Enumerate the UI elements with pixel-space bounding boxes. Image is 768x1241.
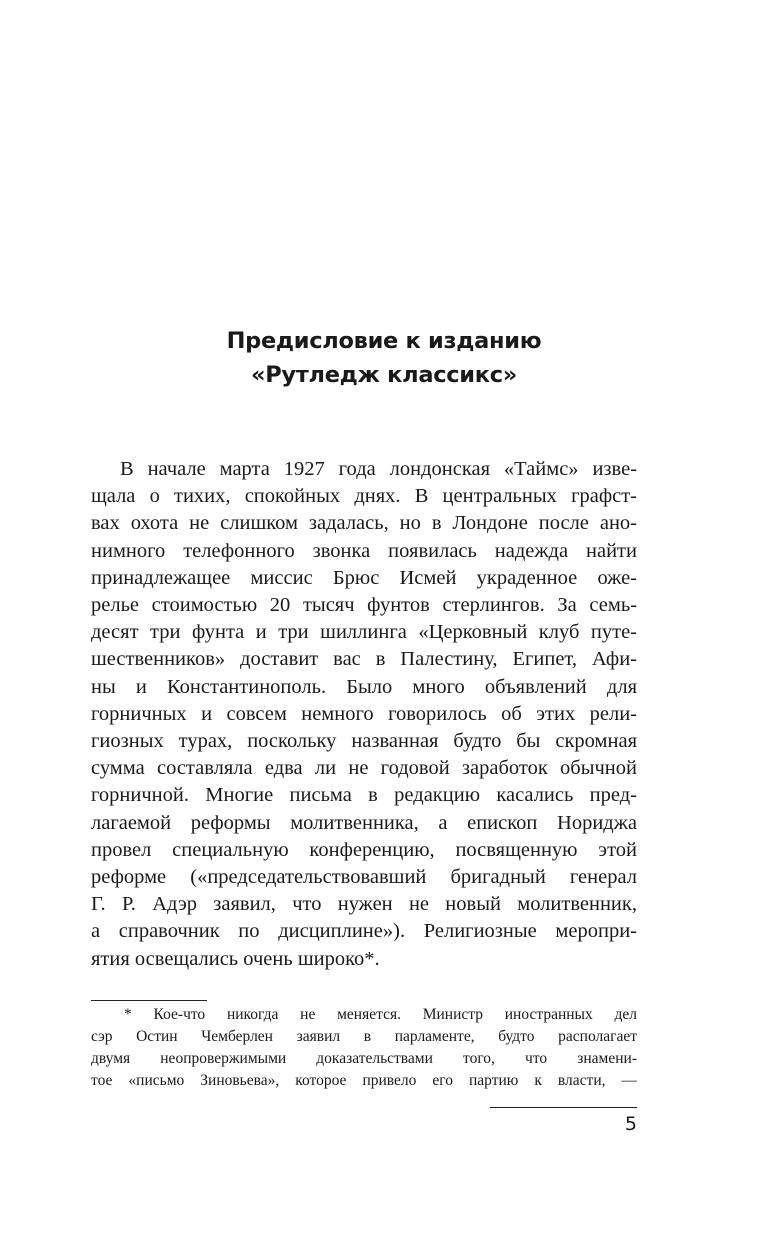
body-line: нимного телефонного звонка появилась надежда найти	[91, 539, 637, 562]
body-line: реформе («председательствовавший бригадный генерал	[91, 866, 637, 889]
body-line: а справочник по дисциплине»). Религиозные меропри-	[91, 920, 637, 943]
chapter-heading	[0, 324, 768, 392]
body-line: принадлежащее миссис Брюс Исмей украденное оже-	[91, 566, 637, 589]
body-line: горничных и совсем немного говорилось об этих рели-	[91, 702, 637, 725]
body-line: релье стоимостью 20 тысяч фунтов стерлингов. За семь-	[91, 594, 637, 617]
footnote-divider	[91, 1000, 207, 1001]
body-line: гиозных турах, поскольку названная будто бы скромная	[91, 730, 637, 753]
page-number-divider	[490, 1107, 637, 1108]
body-line: ятия освещались очень широко*.	[91, 947, 380, 970]
body-line: лагаемой реформы молитвенника, а епископ Нориджа	[91, 811, 637, 834]
body-line: сумма составляла едва ли не годовой заработок обычной	[91, 757, 637, 780]
body-line: Г. Р. Адэр заявил, что нужен не новый молитвенник,	[91, 893, 637, 916]
footnote-line: сэр Остин Чемберлен заявил в парламенте, будто располагает	[91, 1028, 637, 1045]
body-line: ны и Константинополь. Было много объявлений для	[91, 675, 637, 698]
footnote-line: * Кое-что никогда не меняется. Министр иностранных дел	[124, 1006, 637, 1023]
footnote	[91, 1004, 637, 1092]
body-line: щала о тихих, спокойных днях. В центральных графст-	[91, 485, 637, 508]
footnote-line: тое «письмо Зиновьева», которое привело его партию к власти, —	[91, 1072, 637, 1089]
chapter-heading-line-2: «Рутледж классикс»	[251, 362, 517, 388]
body-line: вах охота не слишком задалась, но в Лондоне после ано-	[91, 512, 637, 535]
body-line: В начале марта 1927 года лондонская «Таймс» изве-	[120, 458, 637, 480]
footnote-line: двумя неопровержимыми доказательствами того, что знамени-	[91, 1050, 637, 1067]
body-paragraph	[91, 456, 637, 973]
body-line: десят три фунта и три шиллинга «Церковный клуб путе-	[91, 621, 637, 644]
page-number: 5	[624, 1113, 637, 1135]
body-line: провел специальную конференцию, посвященную этой	[91, 838, 637, 861]
body-line: шественников» доставит вас в Палестину, Египет, Афи-	[91, 648, 637, 671]
body-line: горничной. Многие письма в редакцию касались пред-	[91, 784, 637, 807]
chapter-heading-line-1: Предисловие к изданию	[226, 328, 542, 354]
